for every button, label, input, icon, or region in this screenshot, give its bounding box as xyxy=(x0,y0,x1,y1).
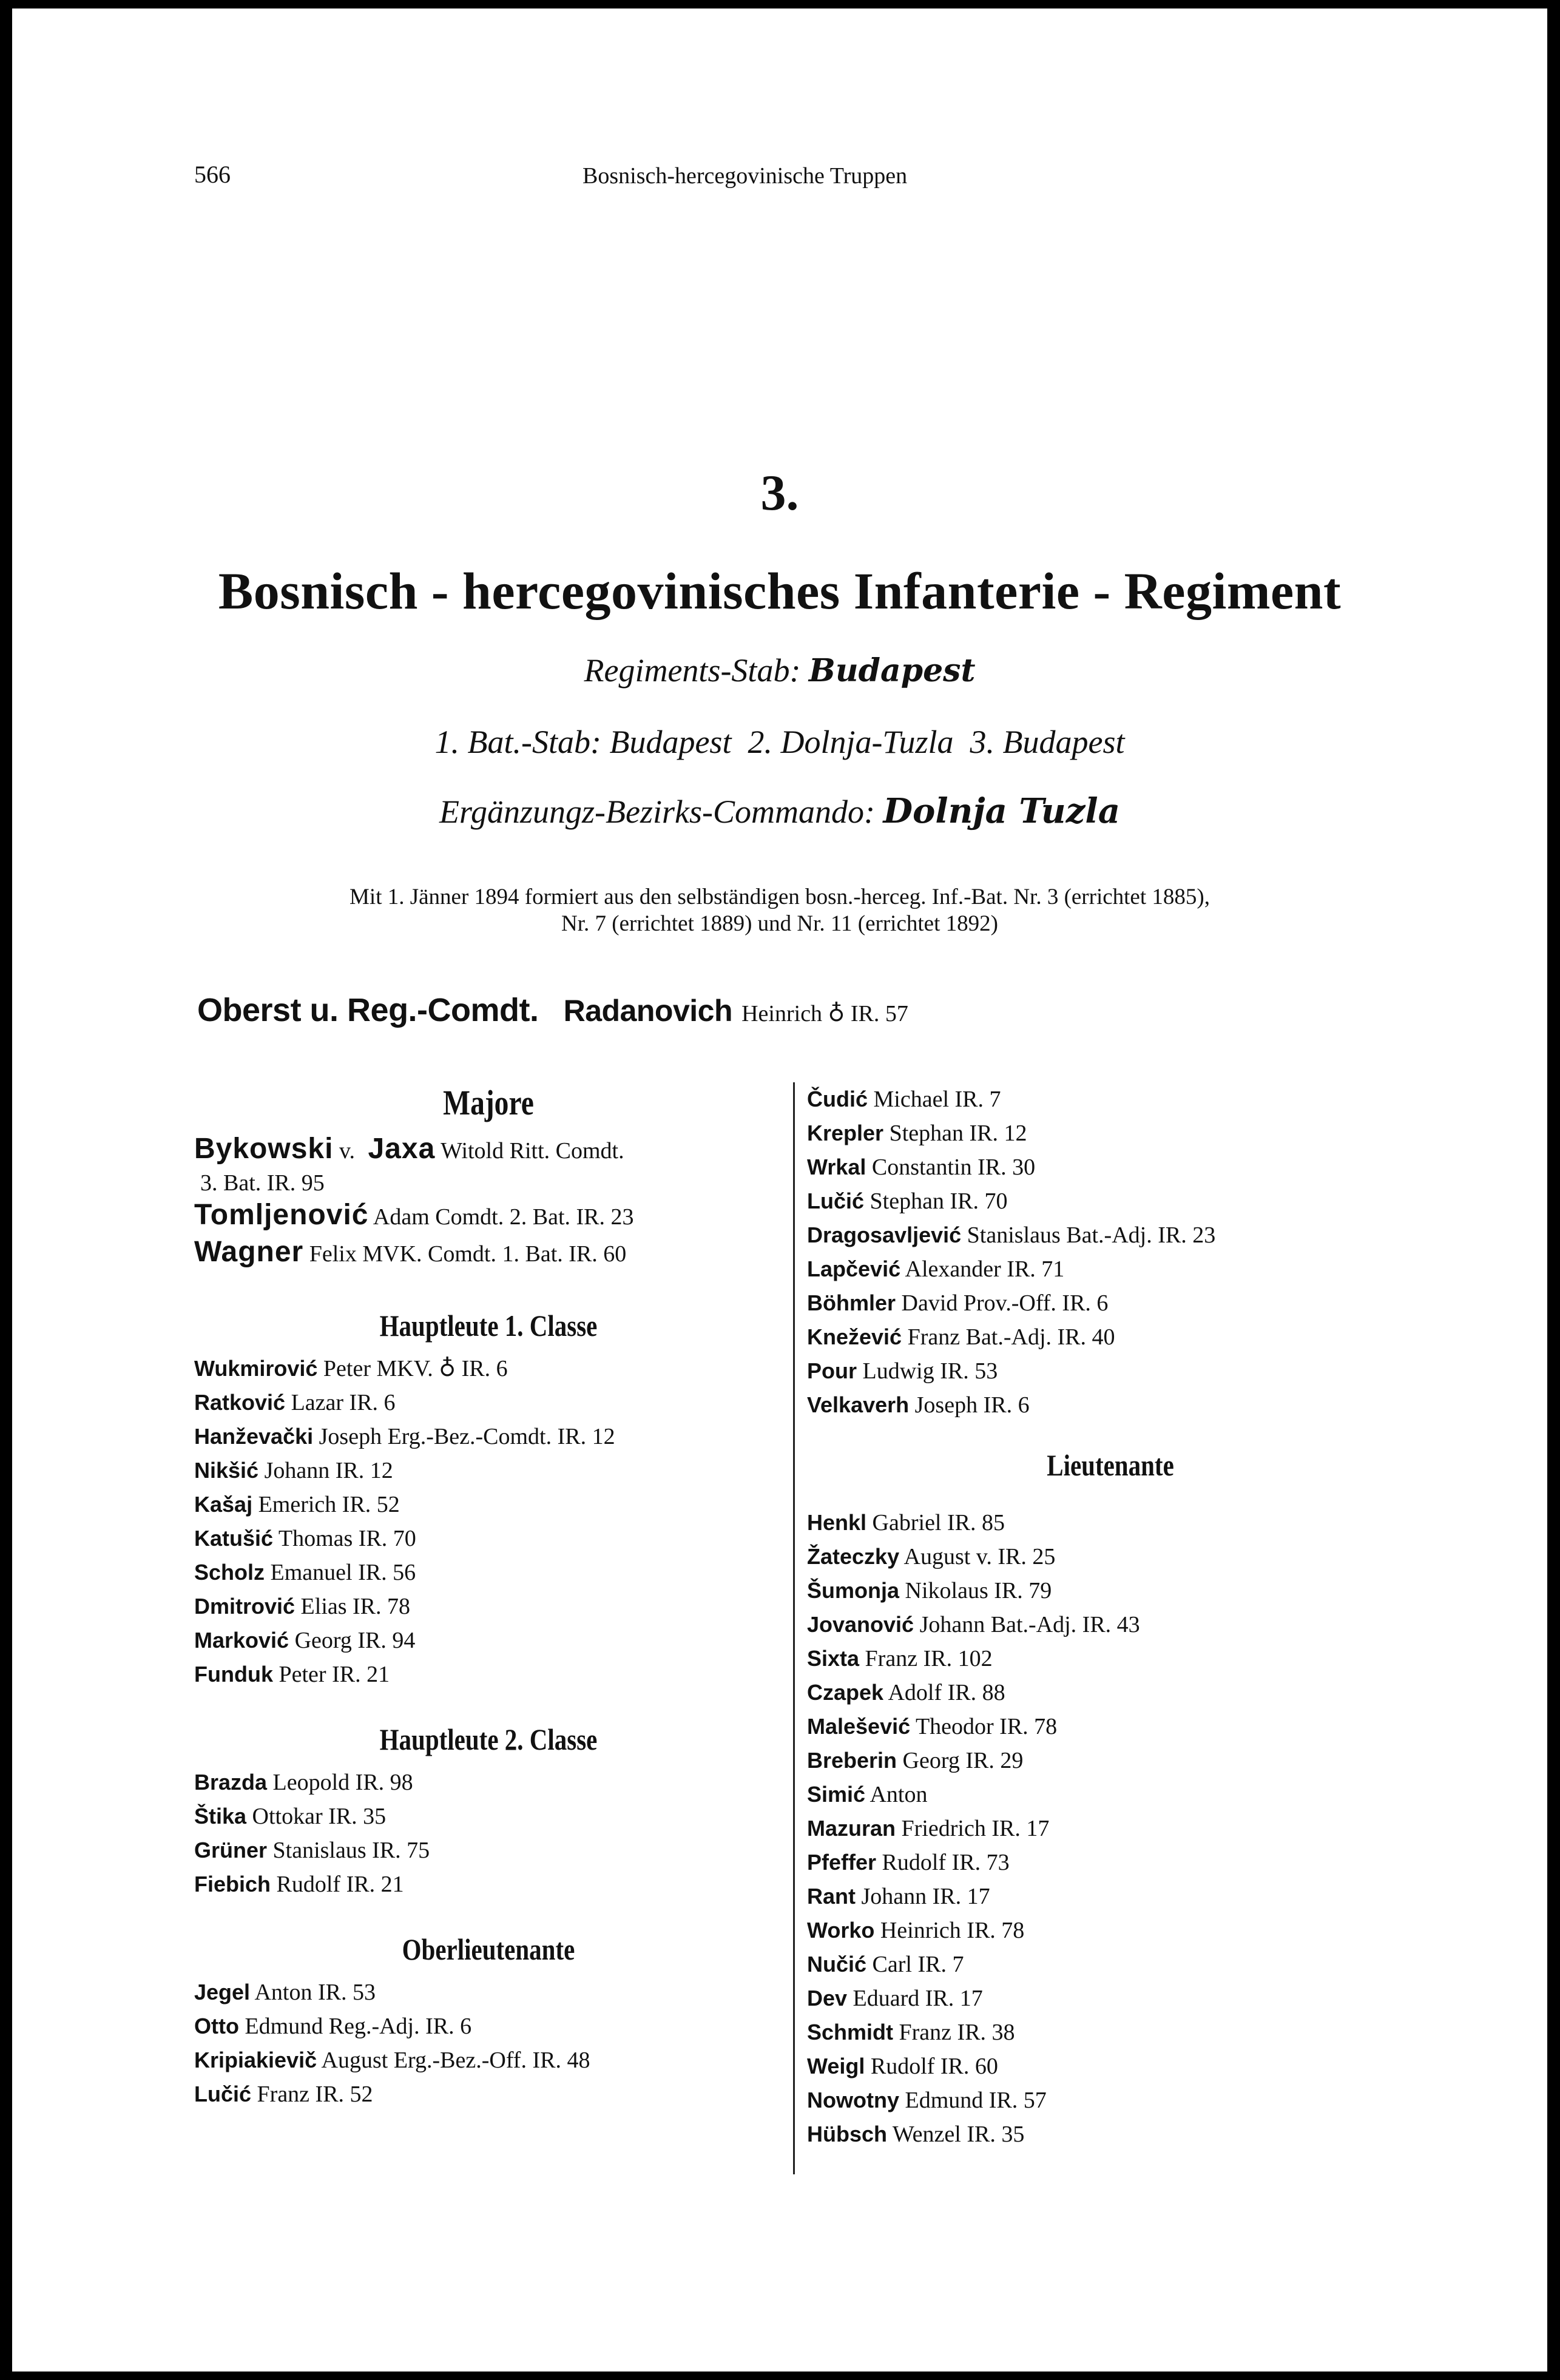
officer-detail: Theodor IR. 78 xyxy=(915,1714,1058,1739)
oberlieutenant-row xyxy=(194,2077,783,2111)
lieutenant-row xyxy=(807,1574,1414,1608)
lieutenant-row xyxy=(807,1778,1414,1812)
officer-detail: Friedrich IR. 17 xyxy=(901,1816,1050,1841)
officer-surname: Lučić xyxy=(194,2082,252,2106)
regiment-number: 3. xyxy=(760,465,799,521)
officer-surname: Ratković xyxy=(194,1390,286,1415)
officer-surname: Scholz xyxy=(194,1560,265,1585)
h2-list xyxy=(194,1765,783,1901)
oberlieutenant-row xyxy=(807,1320,1414,1354)
officer-detail: Alexander IR. 71 xyxy=(905,1256,1065,1282)
lieutenant-row xyxy=(807,1981,1414,2015)
oberlieutenant-row xyxy=(807,1388,1414,1422)
officer-detail: Michael IR. 7 xyxy=(873,1087,1001,1112)
hauptmann-1-row xyxy=(194,1352,783,1386)
h2-heading: Hauptleute 2. Classe xyxy=(379,1722,598,1756)
hauptmann-2-row xyxy=(194,1833,783,1867)
officer-detail: Johann Bat.-Adj. IR. 43 xyxy=(919,1612,1140,1637)
officer-detail: Carl IR. 7 xyxy=(872,1952,964,1977)
officer-surname: Krepler xyxy=(807,1121,884,1145)
officer-detail: Ottokar IR. 35 xyxy=(252,1804,387,1829)
lieutenant-row xyxy=(807,1540,1414,1574)
lt-list xyxy=(807,1506,1414,2151)
major-row: Bykowski v. Jaxa Witold Ritt. Comdt. xyxy=(194,1133,624,1165)
officer-surname: Nowotny xyxy=(807,2088,899,2112)
officer-detail: Georg IR. 29 xyxy=(902,1748,1024,1773)
regiments-stab-line xyxy=(12,652,1547,689)
oberlieutenant-row xyxy=(807,1286,1414,1320)
lieutenant-row xyxy=(807,1506,1414,1540)
officer-detail: August Erg.-Bez.-Off. IR. 48 xyxy=(321,2048,590,2073)
officer-surname: Weigl xyxy=(807,2054,865,2078)
officer-detail: Rudolf IR. 60 xyxy=(870,2054,998,2079)
hauptmann-1-row xyxy=(194,1420,783,1454)
lieutenant-row xyxy=(807,1744,1414,1778)
officer-detail: David Prov.-Off. IR. 6 xyxy=(901,1290,1109,1316)
officer-detail: Peter MKV. ♁ IR. 6 xyxy=(323,1356,508,1381)
oberlieutenant-row xyxy=(807,1082,1414,1116)
page-number: 566 xyxy=(194,161,231,188)
regiment-title: Bosnisch - hercegovinisches Infanterie - Regiment xyxy=(218,562,1342,620)
officer-surname: Kašaj xyxy=(194,1492,253,1517)
officer-surname: Čudić xyxy=(807,1087,868,1111)
officer-detail: Stanislaus IR. 75 xyxy=(272,1838,430,1863)
officer-detail: Edmund Reg.-Adj. IR. 6 xyxy=(245,2014,472,2039)
officer-detail: Lazar IR. 6 xyxy=(291,1390,396,1415)
oberlieutenant-row xyxy=(807,1354,1414,1388)
commander-rank: Oberst u. Reg.-Comdt. xyxy=(197,992,539,1028)
h1-heading: Hauptleute 1. Classe xyxy=(379,1309,598,1343)
officer-detail: Peter IR. 21 xyxy=(279,1662,390,1687)
hauptmann-1-row xyxy=(194,1488,783,1522)
officer-surname: Pfeffer xyxy=(807,1850,877,1875)
commander-line xyxy=(197,991,908,1029)
officer-detail: Joseph Erg.-Bez.-Comdt. IR. 12 xyxy=(319,1424,615,1449)
column-divider xyxy=(793,1082,795,2174)
officer-detail: Heinrich IR. 78 xyxy=(880,1918,1025,1943)
lieutenant-row xyxy=(807,1608,1414,1642)
lieutenant-row xyxy=(807,1947,1414,1981)
oberlieutenant-row xyxy=(807,1150,1414,1184)
hauptmann-1-row xyxy=(194,1556,783,1589)
lieutenant-row xyxy=(807,2015,1414,2049)
officer-detail: Rudolf IR. 21 xyxy=(276,1872,404,1897)
lieutenant-row xyxy=(807,2049,1414,2083)
oberlieutenant-row xyxy=(194,2043,783,2077)
lieutenant-row xyxy=(807,1913,1414,1947)
lieutenant-row xyxy=(807,1879,1414,1913)
officer-surname: Simić xyxy=(807,1782,866,1807)
officer-surname: Lučić xyxy=(807,1188,865,1213)
ol-list xyxy=(194,1975,783,2111)
major-row: 3. Bat. IR. 95 xyxy=(200,1170,325,1196)
officer-surname: Malešević xyxy=(807,1714,911,1739)
officer-surname: Žateczky xyxy=(807,1544,900,1569)
officer-surname: Šumonja xyxy=(807,1578,900,1603)
oberlieutenant-row xyxy=(807,1116,1414,1150)
officer-surname: Fiebich xyxy=(194,1872,271,1896)
officer-detail: Joseph IR. 6 xyxy=(914,1392,1030,1418)
officer-surname: Dragosavljević xyxy=(807,1222,962,1247)
officer-detail: Emerich IR. 52 xyxy=(258,1492,400,1517)
officer-surname: Knežević xyxy=(807,1324,902,1349)
officer-detail: August v. IR. 25 xyxy=(903,1544,1056,1569)
officer-detail: Rudolf IR. 73 xyxy=(882,1850,1010,1875)
officer-surname: Jegel xyxy=(194,1980,251,2004)
officer-detail: Franz IR. 38 xyxy=(899,2020,1015,2045)
oberlieutenant-row xyxy=(194,2009,783,2043)
hauptmann-1-row xyxy=(194,1386,783,1420)
ol-heading: Oberlieutenante xyxy=(402,1932,575,1966)
hauptmann-2-row xyxy=(194,1799,783,1833)
officer-detail: Eduard IR. 17 xyxy=(853,1986,983,2011)
officer-surname: Katušić xyxy=(194,1526,274,1551)
officer-detail: Edmund IR. 57 xyxy=(905,2088,1047,2113)
officer-detail: Wenzel IR. 35 xyxy=(892,2122,1025,2147)
lieutenant-row xyxy=(807,1846,1414,1879)
commander-detail: Heinrich ♁ IR. 57 xyxy=(741,1001,908,1027)
officer-surname: Dmitrović xyxy=(194,1594,295,1619)
officer-surname: Nikšić xyxy=(194,1458,259,1483)
erg-line xyxy=(12,791,1547,831)
lieutenant-row xyxy=(807,1812,1414,1846)
lt-heading: Lieutenante xyxy=(1047,1448,1174,1482)
officer-surname: Kripiakievič xyxy=(194,2048,317,2072)
lieutenant-row xyxy=(807,2117,1414,2151)
erg-label: Ergänzungz-Bezirks-Commando: xyxy=(439,794,875,830)
officer-detail: Constantin IR. 30 xyxy=(871,1155,1036,1180)
majore-heading: Majore xyxy=(443,1083,534,1122)
commander-name: Radanovich xyxy=(563,994,733,1028)
officer-detail: Franz IR. 102 xyxy=(865,1646,993,1671)
scanned-page xyxy=(12,8,1547,2372)
ol-cont-list xyxy=(807,1082,1414,1422)
officer-surname: Rant xyxy=(807,1884,856,1909)
officer-detail: Stephan IR. 70 xyxy=(869,1188,1008,1214)
oberlieutenant-row xyxy=(807,1218,1414,1252)
oberlieutenant-row xyxy=(807,1252,1414,1286)
stab-label: Regiments-Stab: xyxy=(584,652,801,689)
officer-detail: Franz Bat.-Adj. IR. 40 xyxy=(907,1324,1115,1350)
officer-surname: Marković xyxy=(194,1628,289,1653)
oberlieutenant-row xyxy=(807,1184,1414,1218)
officer-surname: Dev xyxy=(807,1986,848,2011)
officer-surname: Velkaverh xyxy=(807,1392,910,1417)
officer-detail: Johann IR. 17 xyxy=(861,1884,990,1909)
officer-surname: Czapek xyxy=(807,1680,884,1705)
hauptmann-1-row xyxy=(194,1454,783,1488)
officer-surname: Pour xyxy=(807,1358,857,1383)
officer-surname: Breberin xyxy=(807,1748,897,1773)
officer-surname: Worko xyxy=(807,1918,875,1943)
officer-surname: Wukmirović xyxy=(194,1356,318,1381)
right-column xyxy=(807,1082,1414,2151)
hauptmann-1-row xyxy=(194,1657,783,1691)
battalions-line: 1. Bat.-Stab: Budapest 2. Dolnja-Tuzla 3. Budapest xyxy=(434,724,1125,760)
officer-surname: Mazuran xyxy=(807,1816,896,1841)
running-title: Bosnisch-hercegovinische Truppen xyxy=(582,163,908,189)
hauptmann-1-row xyxy=(194,1623,783,1657)
officer-detail: Nikolaus IR. 79 xyxy=(905,1578,1052,1603)
officer-surname: Jovanović xyxy=(807,1612,914,1637)
stab-place: Budapest xyxy=(808,652,976,689)
officer-surname: Wrkal xyxy=(807,1155,866,1179)
officer-detail: Thomas IR. 70 xyxy=(278,1526,416,1551)
note-line-2: Nr. 7 (errichtet 1889) und Nr. 11 (errichtet 1892) xyxy=(561,911,998,936)
officer-surname: Brazda xyxy=(194,1770,268,1795)
officer-surname: Funduk xyxy=(194,1662,273,1687)
officer-detail: Anton IR. 53 xyxy=(254,1980,376,2005)
major-row: Tomljenović Adam Comdt. 2. Bat. IR. 23 xyxy=(194,1199,634,1231)
officer-detail: Emanuel IR. 56 xyxy=(270,1560,416,1585)
officer-surname: Hanževački xyxy=(194,1424,314,1449)
hauptmann-1-row xyxy=(194,1522,783,1556)
formation-note xyxy=(12,884,1547,937)
officer-surname: Lapčević xyxy=(807,1256,901,1281)
officer-detail: Stephan IR. 12 xyxy=(889,1121,1027,1146)
officer-detail: Adolf IR. 88 xyxy=(888,1680,1005,1705)
officer-detail: Ludwig IR. 53 xyxy=(862,1358,998,1384)
officer-surname: Sixta xyxy=(807,1646,860,1671)
officer-surname: Grüner xyxy=(194,1838,268,1863)
officer-detail: Franz IR. 52 xyxy=(257,2082,373,2107)
hauptmann-2-row xyxy=(194,1867,783,1901)
officer-surname: Schmidt xyxy=(807,2020,894,2045)
hauptmann-2-row xyxy=(194,1765,783,1799)
officer-surname: Štika xyxy=(194,1804,247,1829)
lieutenant-row xyxy=(807,2083,1414,2117)
officer-surname: Nučić xyxy=(807,1952,867,1977)
hauptmann-1-row xyxy=(194,1589,783,1623)
officer-detail: Anton xyxy=(869,1782,928,1807)
officer-detail: Johann IR. 12 xyxy=(264,1458,393,1483)
lieutenant-row xyxy=(807,1642,1414,1676)
officer-detail: Gabriel IR. 85 xyxy=(872,1510,1005,1536)
officer-detail: Elias IR. 78 xyxy=(300,1594,411,1619)
major-row: Wagner Felix MVK. Comdt. 1. Bat. IR. 60 xyxy=(194,1236,627,1268)
officer-detail: Stanislaus Bat.-Adj. IR. 23 xyxy=(967,1222,1216,1248)
officer-surname: Hübsch xyxy=(807,2122,888,2146)
h1-list xyxy=(194,1352,783,1691)
lieutenant-row xyxy=(807,1676,1414,1710)
note-line-1: Mit 1. Jänner 1894 formiert aus den selbständigen bosn.-herceg. Inf.-Bat. Nr. 3 (errichtet 1885), xyxy=(349,885,1210,909)
lieutenant-row xyxy=(807,1710,1414,1744)
left-column xyxy=(194,1082,783,2111)
officer-surname: Otto xyxy=(194,2014,239,2038)
officer-detail: Leopold IR. 98 xyxy=(272,1770,413,1795)
officer-surname: Böhmler xyxy=(807,1290,896,1315)
officer-surname: Henkl xyxy=(807,1510,867,1535)
oberlieutenant-row xyxy=(194,1975,783,2009)
erg-place: Dolnja Tuzla xyxy=(883,791,1120,831)
officer-detail: Georg IR. 94 xyxy=(294,1628,416,1653)
